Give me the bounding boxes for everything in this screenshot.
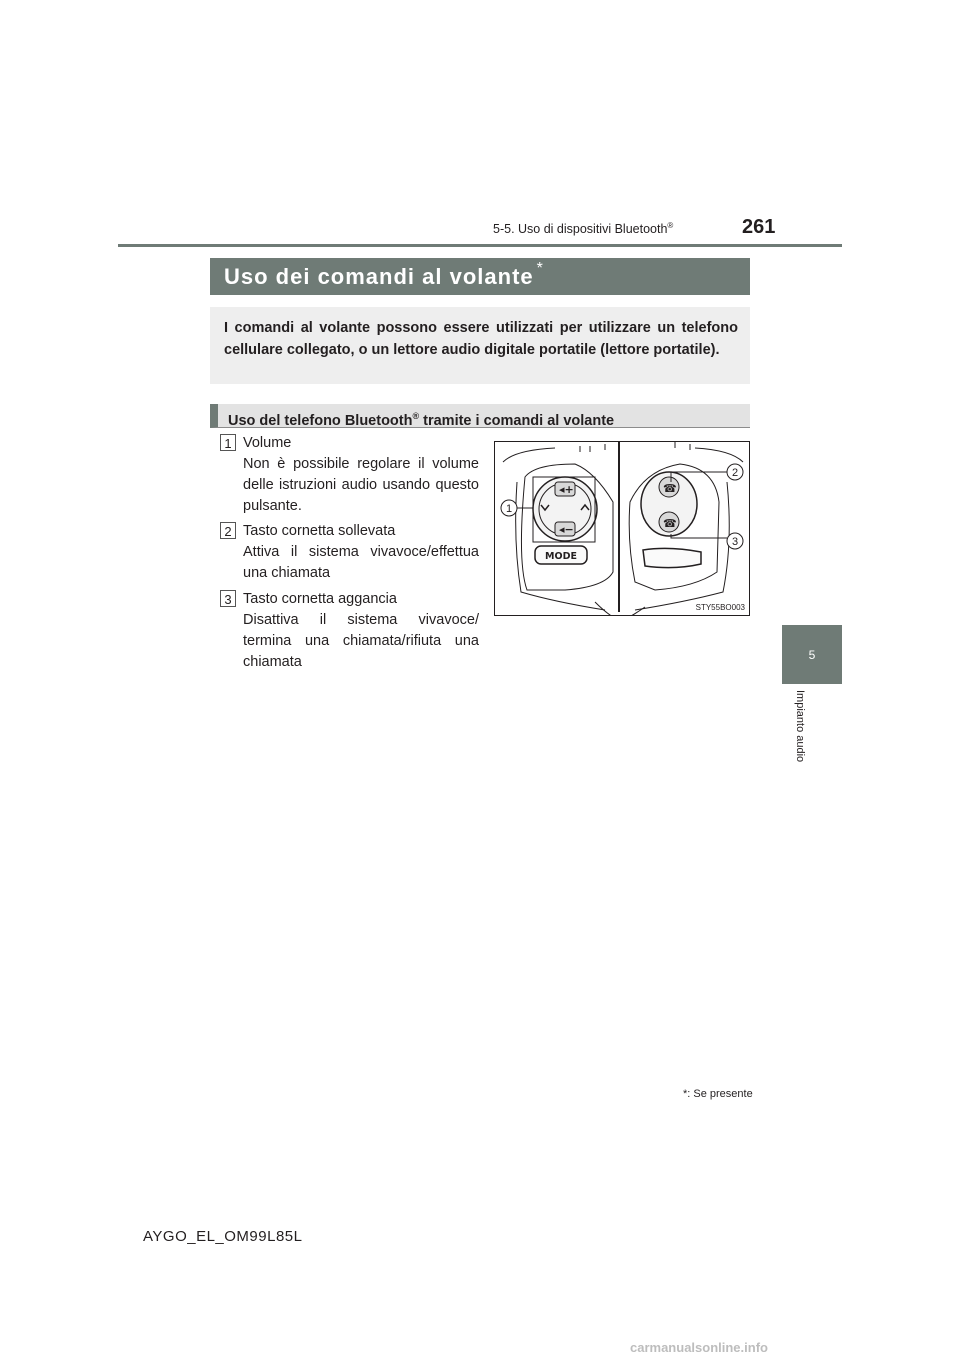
chapter-label: Impianto audio	[794, 690, 806, 763]
intro-box: I comandi al volante possono essere utilizzati per utilizzare un telefono cellulare collegato, o un lettore audio digitale portatile (lettore portatile).	[210, 307, 750, 384]
item-2-label: Tasto cornetta sollevata	[243, 523, 396, 539]
footnote: *: Se presente	[683, 1088, 753, 1100]
svg-text:☎: ☎	[663, 482, 677, 495]
asterisk-icon: *	[683, 1088, 688, 1100]
header-rule	[118, 244, 842, 247]
figure-code: STY55BO003	[695, 603, 745, 612]
item-number-1: 1	[220, 434, 236, 451]
svg-text:◂+: ◂+	[559, 483, 574, 496]
steering-controls-figure	[494, 441, 750, 616]
manual-code: AYGO_EL_OM99L85L	[143, 1228, 303, 1245]
callout-1: 1	[505, 503, 513, 515]
item-3	[243, 589, 479, 673]
item-2-desc: Attiva il sistema vivavoce/effettua una chiamata	[243, 544, 479, 581]
item-1-desc: Non è possibile regolare il volume delle istruzioni audio usando questo pulsante.	[243, 456, 479, 514]
steering-controls-illustration	[495, 442, 750, 616]
svg-text:◂−: ◂−	[559, 523, 574, 536]
item-number-3: 3	[220, 590, 236, 607]
page-number: 261	[742, 216, 776, 238]
chapter-tab[interactable]: 5	[782, 625, 842, 684]
callout-3: 3	[731, 536, 739, 548]
mode-button-label: MODE	[545, 551, 577, 562]
section-heading: 5-5. Uso di dispositivi Bluetooth®	[493, 221, 674, 237]
item-3-desc: Disattiva il sistema vivavoce/ termina una chiamata/rifiuta una chiamata	[243, 612, 479, 670]
section-title-text: Uso dei comandi al volante	[224, 263, 534, 289]
section-title	[210, 258, 750, 295]
item-3-label: Tasto cornetta aggancia	[243, 591, 397, 607]
item-2	[243, 521, 479, 584]
item-number-2: 2	[220, 522, 236, 539]
subheading: Uso del telefono Bluetooth® tramite i comandi al volante	[210, 404, 750, 428]
item-1	[243, 433, 479, 517]
watermark: carmanualsonline.info	[630, 1340, 768, 1355]
item-1-label: Volume	[243, 435, 292, 451]
callout-2: 2	[731, 467, 739, 479]
svg-text:☎: ☎	[663, 517, 677, 530]
asterisk-icon: *	[536, 259, 544, 277]
